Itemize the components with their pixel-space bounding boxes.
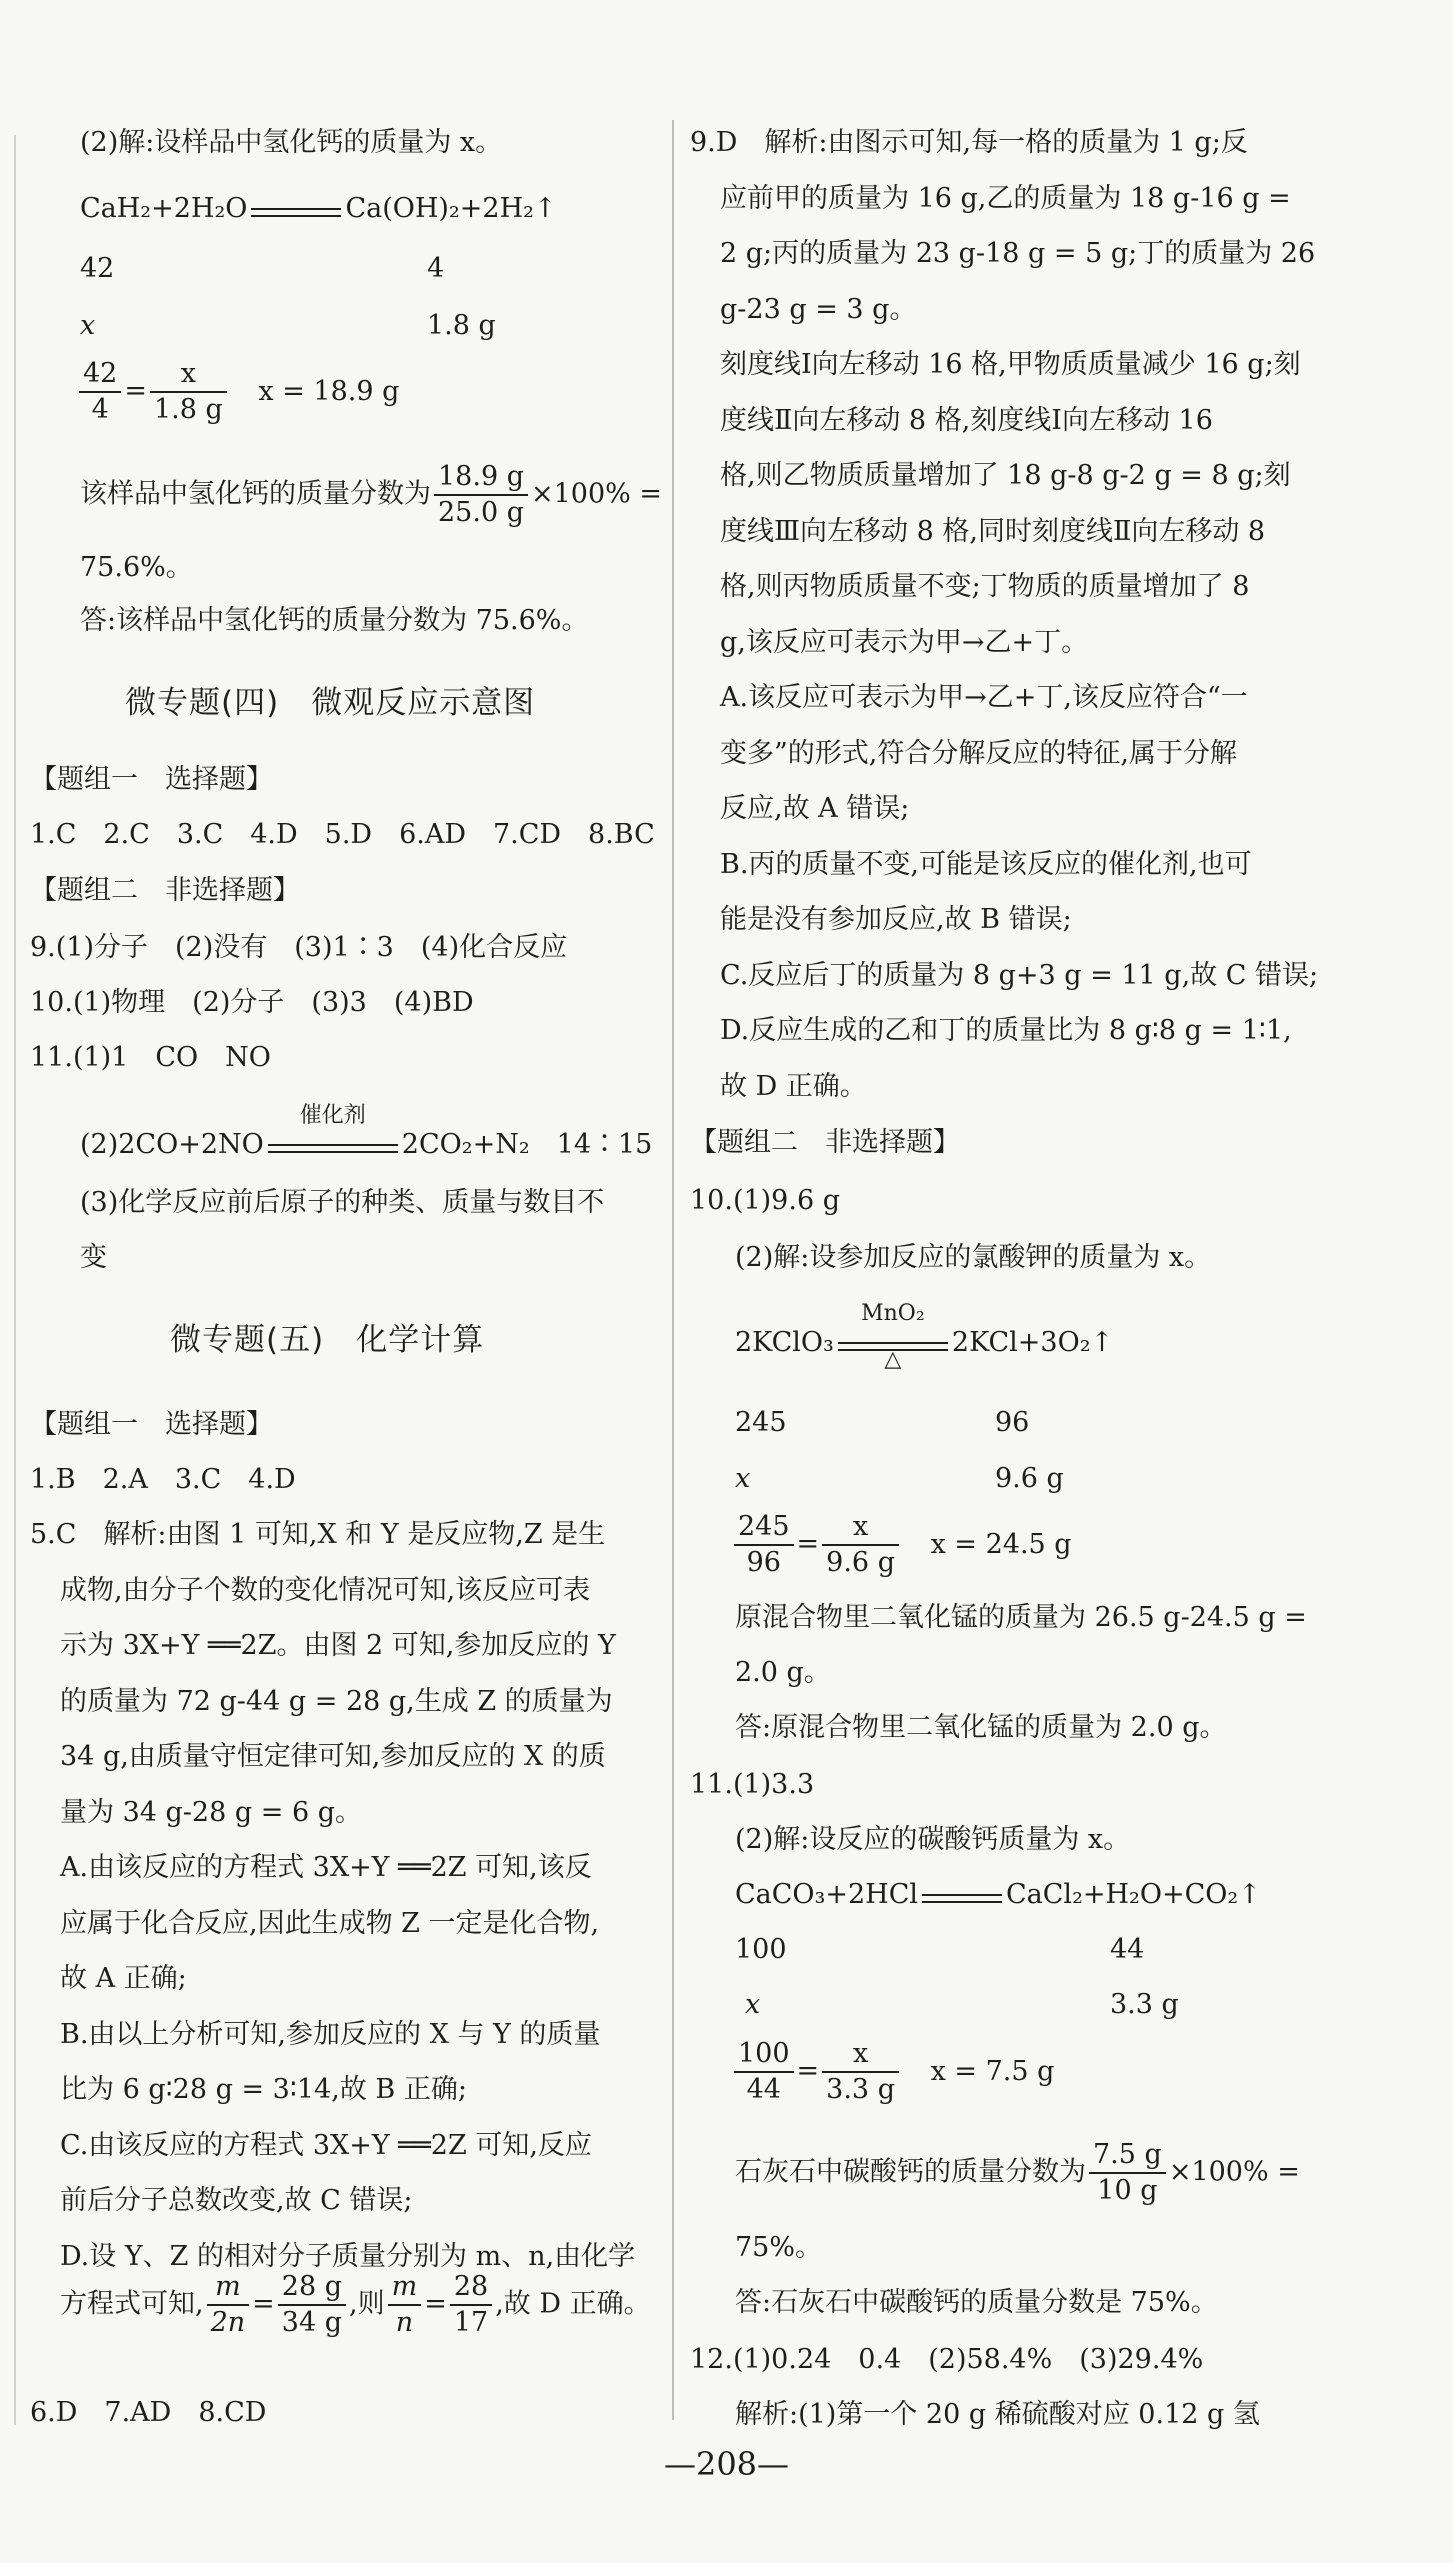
text-line: 答:石灰石中碳酸钙的质量分数是 75%。 xyxy=(735,2287,1218,2318)
text-line: 75%。 xyxy=(735,2232,823,2263)
paragraph-line: C.由该反应的方程式 3X+Y ══2Z 可知,反应 xyxy=(60,2129,592,2161)
paragraph-line: 故 D 正确。 xyxy=(720,1070,867,1102)
ratio-row: x xyxy=(735,1463,751,1494)
proportion: $\frac{42}{4}$ = $\frac{x}{1.8 g}$ x = 18.9 g xyxy=(76,357,399,427)
answer-line: 1.C 2.C 3.C 4.D 5.D 6.AD 7.CD 8.BC xyxy=(30,819,655,850)
ratio-row: 44 xyxy=(1110,1934,1145,1965)
equation-kclo3: 2KClO₃ MnO₂ △ 2KCl+3O₂↑ xyxy=(735,1301,1114,1372)
text-line: (2)解:设参加反应的氯酸钾的质量为 x。 xyxy=(735,1242,1212,1273)
answer-line: 1.B 2.A 3.C 4.D xyxy=(30,1464,296,1495)
ratio-row: x xyxy=(745,1989,761,2020)
group-heading: 【题组一 选择题】 xyxy=(30,764,273,795)
equation-co: (2)2CO+2NO 催化剂 2CO₂+N₂ 14∶15 xyxy=(80,1103,653,1160)
paragraph-line: B.由以上分析可知,参加反应的 X 与 Y 的质量 xyxy=(60,2018,601,2050)
page-number: —208— xyxy=(663,2445,790,2483)
ratio-row: x xyxy=(80,310,96,341)
paragraph-line: 格,则乙物质质量增加了 18 g-8 g-2 g = 8 g;刻 xyxy=(720,460,1291,491)
paragraph-line: 能是没有参加反应,故 B 错误; xyxy=(720,904,1072,935)
answer-line: 10.(1)9.6 g xyxy=(690,1185,840,1216)
paragraph-line: 变多”的形式,符合分解反应的特征,属于分解 xyxy=(720,737,1237,769)
ratio-row: 100 xyxy=(735,1934,787,1965)
equation-caco3: CaCO₃+2HCl CaCl₂+H₂O+CO₂↑ xyxy=(735,1879,1261,1910)
paragraph-line: 示为 3X+Y ══2Z。由图 2 可知,参加反应的 Y xyxy=(60,1630,616,1661)
paragraph-line: 比为 6 g∶28 g = 3∶14,故 B 正确; xyxy=(60,2074,467,2105)
paragraph-line: 度线Ⅲ向左移动 8 格,同时刻度线Ⅱ向左移动 8 xyxy=(720,515,1266,547)
paragraph-line: D.反应生成的乙和丁的质量比为 8 g∶8 g = 1∶1, xyxy=(720,1015,1292,1046)
answer-line: 变 xyxy=(80,1242,107,1273)
paragraph-line: g,该反应可表示为甲→乙+丁。 xyxy=(720,626,1089,658)
group-heading: 【题组二 非选择题】 xyxy=(690,1127,960,1158)
fraction-line: 该样品中氢化钙的质量分数为 $\frac{18.9 g}{25.0 g}$ ×100% = xyxy=(80,461,663,528)
section-title: 微专题(四) 微观反应示意图 xyxy=(125,685,536,721)
paragraph-line: 成物,由分子个数的变化情况可知,该反应可表 xyxy=(60,1574,591,1606)
fraction-line: 石灰石中碳酸钙的质量分数为 $\frac{7.5 g}{10 g}$ ×100% = xyxy=(735,2139,1300,2206)
left-margin-line xyxy=(14,135,16,2425)
proportion: $\frac{245}{96}$ = $\frac{x}{9.6 g}$ x = 24.5 g xyxy=(731,1510,1072,1580)
paragraph-line: 2 g;丙的质量为 23 g-18 g = 5 g;丁的质量为 26 xyxy=(720,238,1316,269)
paragraph-line: 34 g,由质量守恒定律可知,参加反应的 X 的质 xyxy=(60,1741,606,1772)
text-line: 原混合物里二氧化锰的质量为 26.5 g-24.5 g = xyxy=(735,1602,1307,1633)
ratio-row: 9.6 g xyxy=(995,1463,1064,1494)
answer-line: (3)化学反应前后原子的种类、质量与数目不 xyxy=(80,1187,605,1218)
ratio-row: 245 xyxy=(735,1407,787,1438)
section-title: 微专题(五) 化学计算 xyxy=(170,1322,485,1358)
paragraph-line: 应前甲的质量为 16 g,乙的质量为 18 g-16 g = xyxy=(720,182,1291,214)
text-line: (2)解:设样品中氢化钙的质量为 x。 xyxy=(80,127,503,158)
paragraph-line: 9.D 解析:由图示可知,每一格的质量为 1 g;反 xyxy=(690,127,1248,158)
paragraph-line: 格,则丙物质质量不变;丁物质的质量增加了 8 xyxy=(720,571,1250,602)
paragraph-line: B.丙的质量不变,可能是该反应的催化剂,也可 xyxy=(720,848,1252,880)
ratio-row: 1.8 g xyxy=(427,310,496,341)
paragraph-line: 5.C 解析:由图 1 可知,X 和 Y 是反应物,Z 是生 xyxy=(30,1519,606,1550)
paragraph-line: D.设 Y、Z 的相对分子质量分别为 m、n,由化学 xyxy=(60,2240,636,2272)
text-line: 75.6%。 xyxy=(80,552,193,583)
paragraph-line: 前后分子总数改变,故 C 错误; xyxy=(60,2185,413,2216)
answer-line: 11.(1)3.3 xyxy=(690,1769,815,1800)
paragraph-line: 故 A 正确; xyxy=(60,1963,187,1994)
group-heading: 【题组一 选择题】 xyxy=(30,1409,273,1440)
text-line: 答:该样品中氢化钙的质量分数为 75.6%。 xyxy=(80,605,589,636)
paragraph-line: 的质量为 72 g-44 g = 28 g,生成 Z 的质量为 xyxy=(60,1685,613,1717)
answer-line: 12.(1)0.24 0.4 (2)58.4% (3)29.4% xyxy=(690,2344,1204,2375)
ratio-row: 96 xyxy=(995,1407,1030,1438)
answer-line: 10.(1)物理 (2)分子 (3)3 (4)BD xyxy=(30,987,474,1018)
paragraph-line: A.由该反应的方程式 3X+Y ══2Z 可知,该反 xyxy=(60,1852,592,1883)
paragraph-line: A.该反应可表示为甲→乙+丁,该反应符合“一 xyxy=(720,682,1248,713)
text-line: (2)解:设反应的碳酸钙质量为 x。 xyxy=(735,1824,1131,1855)
paragraph-line: C.反应后丁的质量为 8 g+3 g = 11 g,故 C 错误; xyxy=(720,959,1319,991)
answer-line: 6.D 7.AD 8.CD xyxy=(30,2397,267,2428)
paragraph-line: 刻度线Ⅰ向左移动 16 格,甲物质质量减少 16 g;刻 xyxy=(720,349,1301,380)
text-line: 2.0 g。 xyxy=(735,1657,831,1688)
proportion: $\frac{100}{44}$ = $\frac{x}{3.3 g}$ x = 7.5 g xyxy=(731,2037,1054,2107)
answer-line: 11.(1)1 CO NO xyxy=(30,1042,271,1073)
equation-cah2: CaH₂+2H₂O Ca(OH)₂+2H₂↑ xyxy=(80,193,557,224)
text-line: 解析:(1)第一个 20 g 稀硫酸对应 0.12 g 氢 xyxy=(735,2399,1260,2430)
paragraph-line: g-23 g = 3 g。 xyxy=(720,293,917,325)
column-divider xyxy=(672,120,674,2420)
ratio-row: 4 xyxy=(427,253,445,284)
ratio-row: 42 xyxy=(80,253,115,284)
paragraph-line: 应属于化合反应,因此生成物 Z 一定是化合物, xyxy=(60,1907,600,1939)
answer-line: 9.(1)分子 (2)没有 (3)1∶3 (4)化合反应 xyxy=(30,932,568,963)
paragraph-line: 反应,故 A 错误; xyxy=(720,793,910,824)
group-heading: 【题组二 非选择题】 xyxy=(30,875,300,906)
paragraph-line: 度线Ⅱ向左移动 8 格,刻度线Ⅰ向左移动 16 xyxy=(720,404,1213,436)
problem-5-final-line: 方程式可知, $\frac{m}{2n}$ = $\frac{28 g}{34 g}$ ,则 $\frac{m}{n}$ = $\frac{28}{17}$ ,故 D 正确。 xyxy=(60,2271,651,2338)
ratio-row: 3.3 g xyxy=(1110,1989,1179,2020)
paragraph-line: 量为 34 g-28 g = 6 g。 xyxy=(60,1796,362,1828)
text-line: 答:原混合物里二氧化锰的质量为 2.0 g。 xyxy=(735,1712,1227,1743)
